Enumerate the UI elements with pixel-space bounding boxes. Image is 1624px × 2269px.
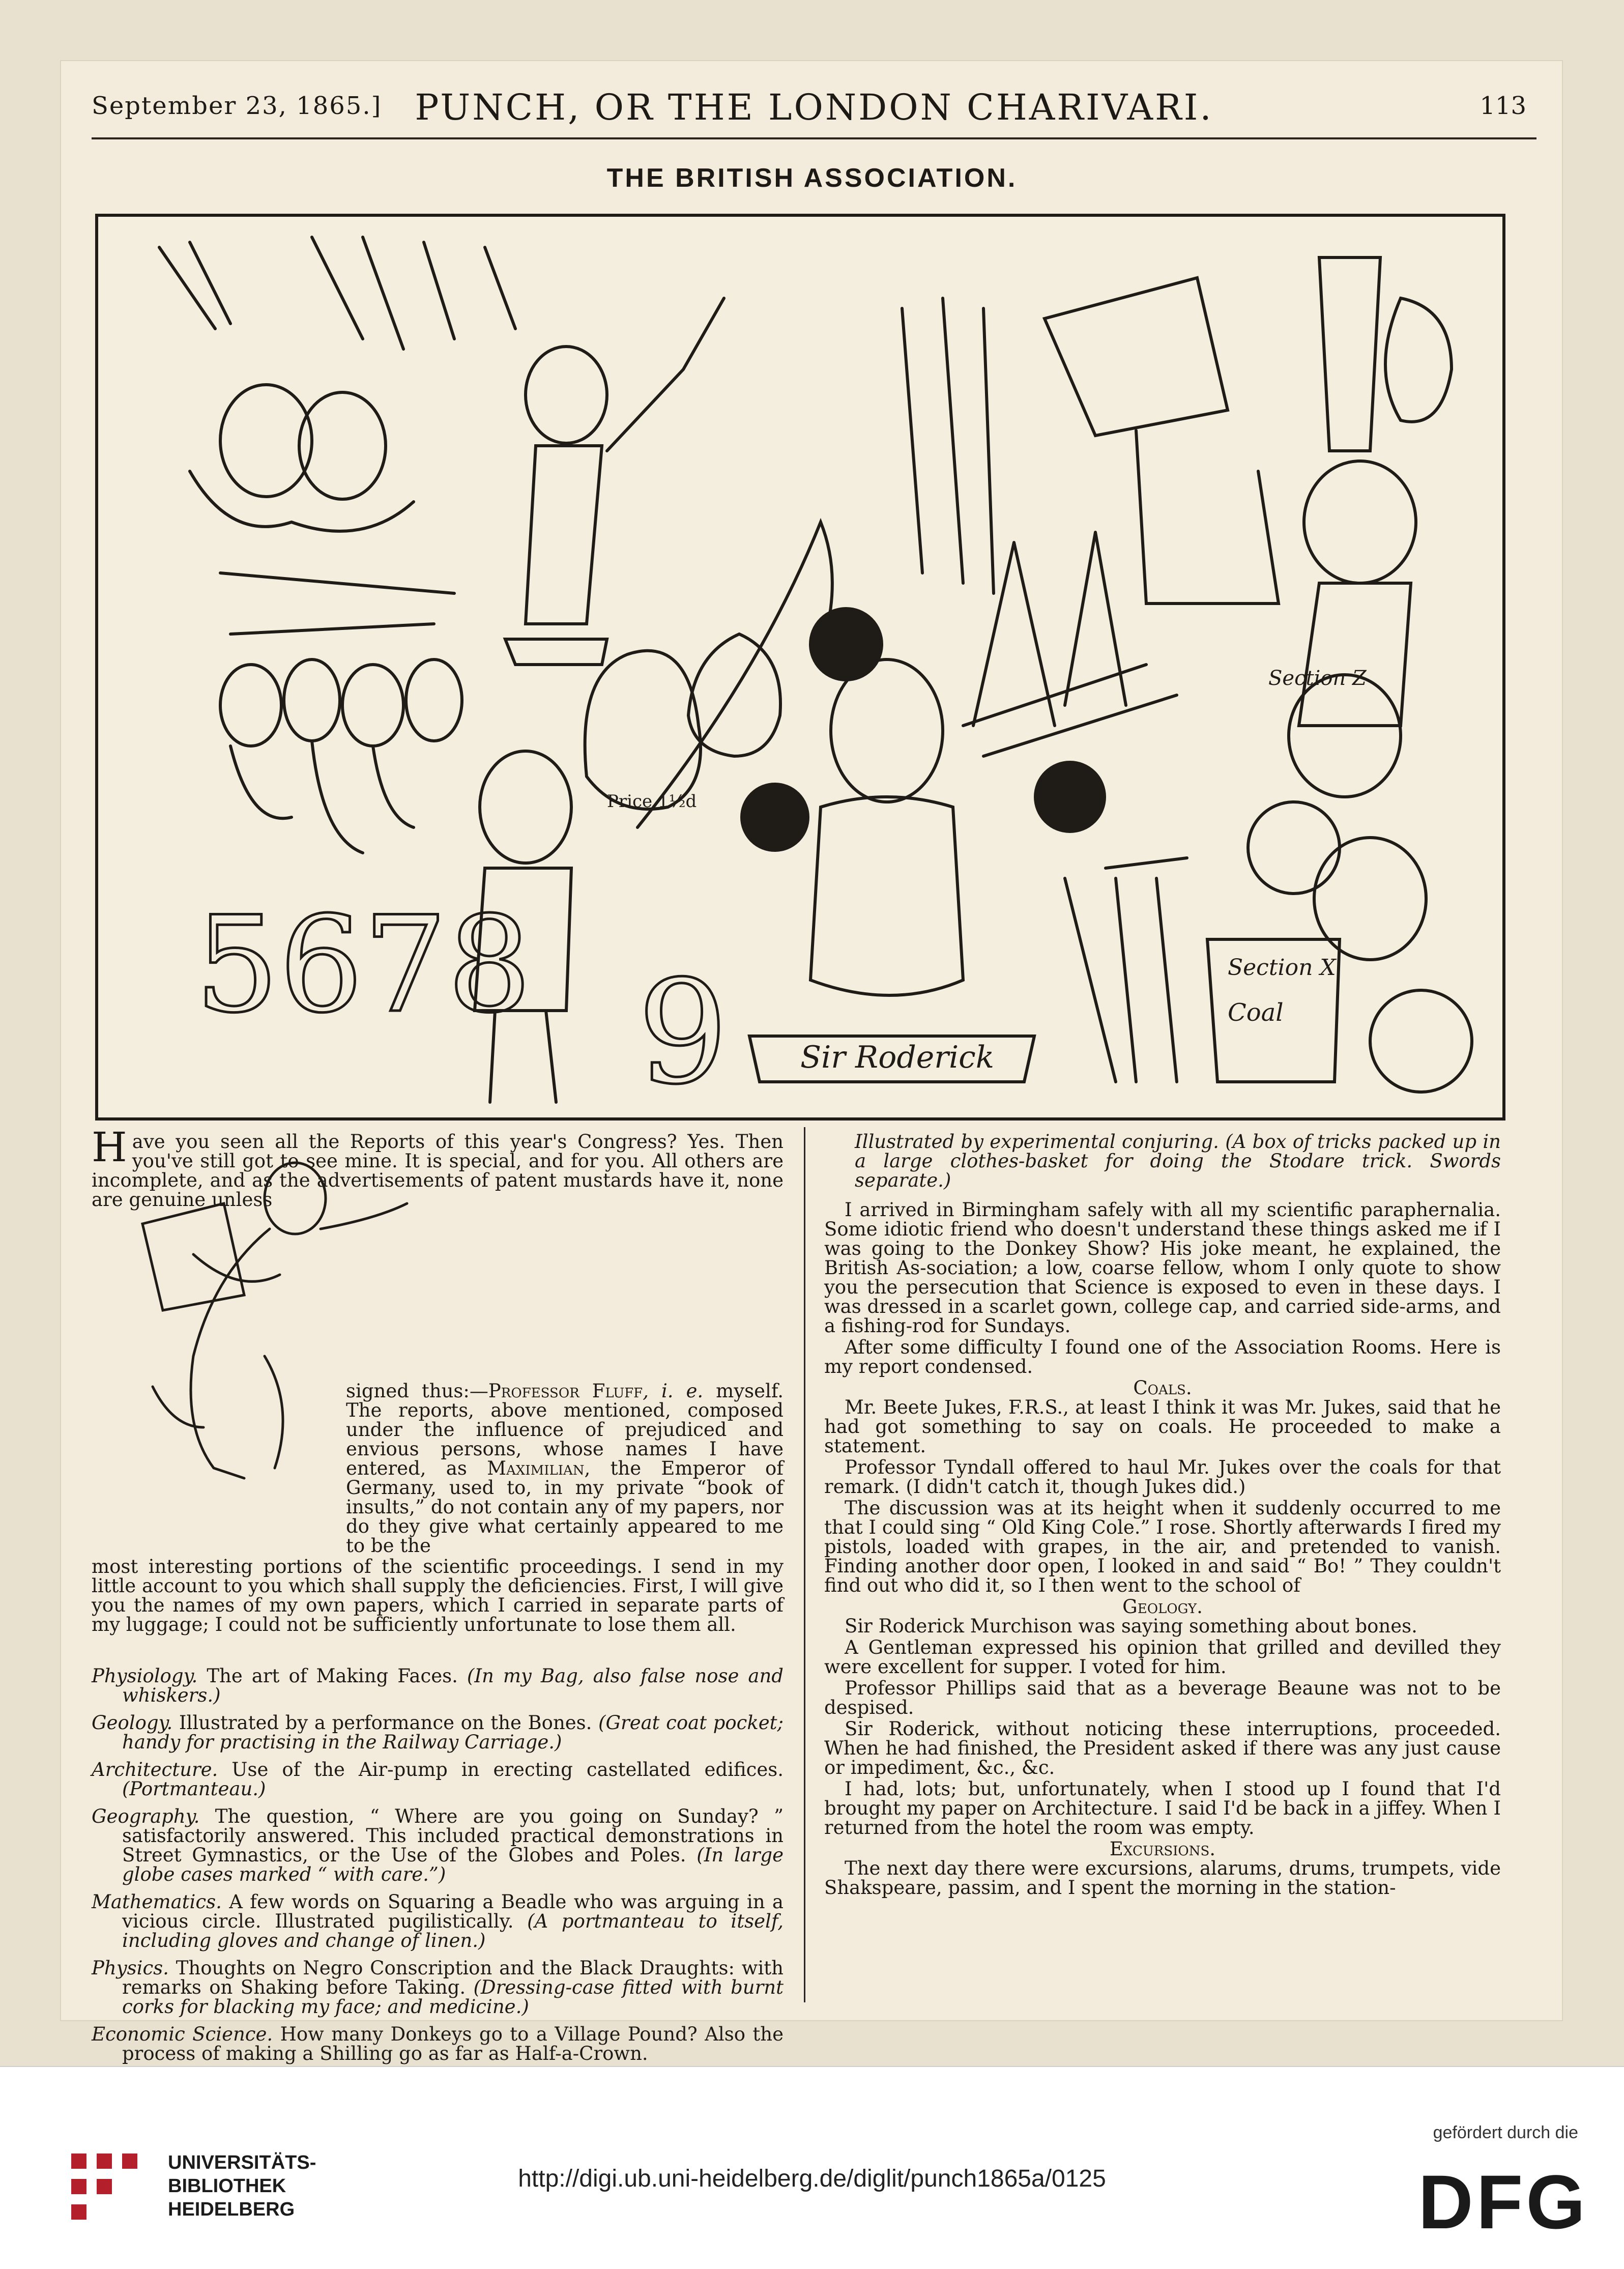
intro-block: [92, 1124, 784, 1667]
viewer-footer: [0, 2066, 1624, 2269]
numerals-5678: 5678: [195, 888, 532, 1042]
bottle-h: [585, 651, 701, 809]
label-sir-roderick: Sir Roderick: [800, 1040, 995, 1075]
hanging-knives: [902, 298, 994, 593]
black-ball-2: [742, 784, 808, 850]
section-heading-geology: Geology.: [1122, 1596, 1203, 1618]
article-right-column: [824, 1132, 1501, 1900]
papers-list: [92, 1667, 784, 2063]
raised-arm: [607, 298, 724, 451]
paragraph-lots: I had, lots; but, unfortunately, when I stood up I found that I'd brought my paper on Architecture. I said I'd be back in a jiffey. When I returned from the hotel the room was empty.: [824, 1778, 1501, 1839]
black-ball-1: [810, 609, 882, 680]
permalink-url[interactable]: http://digi.ub.uni-heidelberg.de/diglit/punch1865a/0125: [518, 2165, 1106, 2192]
old-man-head-top: [1304, 461, 1416, 583]
mice-group: [220, 659, 462, 853]
paper-entry: Mathematics. A few words on Squaring a Beadle who was arguing in a vicious circle. Illustrated pugilistically. (A portmanteau to itself, including gloves and change of linen.): [92, 1891, 784, 1951]
paper-entry: Geology. Illustrated by a performance on the Bones. (Great coat pocket; handy for practising in the Railway Carriage.): [92, 1712, 784, 1753]
paper-entry: Physics. Thoughts on Negro Conscription and the Black Draughts: with remarks on Shaking before Taking. (Dressing-case fitted with burnt corks for blacking my face; and medicine.): [92, 1957, 784, 2018]
sponsor-text: gefördert durch die: [1433, 2123, 1578, 2142]
black-ball-3: [1035, 762, 1105, 831]
header-date: September 23, 1865.]: [92, 92, 382, 120]
label-coal: Coal: [1228, 998, 1284, 1027]
paragraph-jukes: Mr. Beete Jukes, F.R.S., at least I think it was Mr. Jukes, said that he had got something to say on coals. He proceeded to make a statement.: [824, 1396, 1501, 1457]
paper-entry: Architecture. Use of the Air-pump in erecting castellated edifices. (Portmanteau.): [92, 1759, 784, 1800]
paragraph-gentleman: A Gentleman expressed his opinion that grilled and devilled they were excellent for supper. I voted for him.: [824, 1636, 1501, 1678]
figure-bearded-body: [505, 446, 607, 665]
standing-figure-head: [480, 751, 571, 863]
machine-apparatus: [1045, 257, 1380, 604]
drop-cap-h: H: [92, 1124, 127, 1171]
section-heading-coals: Coals.: [1133, 1377, 1192, 1399]
label-price: Price 1½d: [607, 791, 697, 812]
article-left-column: [92, 1124, 784, 2072]
paper-entry: Economic Science. How many Donkeys go to a Village Pound? Also the process of making a Shilling go as far as Half-a-Crown.: [92, 2023, 784, 2064]
paragraph-roderick: Sir Roderick, without noticing these interruptions, proceeded. When he had finished, the President asked if there was any just cause or impediment, &c., &c.: [824, 1718, 1501, 1778]
hammers-and-tools: [1065, 858, 1187, 1082]
header-title: PUNCH, OR THE LONDON CHARIVARI.: [415, 87, 1213, 128]
seated-figure-head: [831, 659, 943, 802]
net-balloon: [1385, 298, 1452, 422]
intro-continuation: signed thus:—Professor Fluff, i. e. myself. The reports, above mentioned, composed under the influence of prejudiced and envious persons, whose names I have entered, as Maximilian, the Emperor of Germany, used to, in my private “book of insults,” do not contain any of my papers, nor do they give what certainly appeared to me to be the: [346, 1380, 784, 1557]
paragraph-after: After some difficulty I found one of the Association Rooms. Here is my report condensed.: [824, 1336, 1501, 1377]
library-name: UNIVERSITÄTS- BIBLIOTHEK HEIDELBERG: [168, 2152, 316, 2220]
numeral-9: 9: [637, 950, 729, 1116]
curved-rope: [637, 522, 832, 827]
paragraph-phillips: Professor Phillips said that as a beverage Beaune was not to be despised.: [824, 1677, 1501, 1718]
paragraph-tyndall: Professor Tyndall offered to haul Mr. Jukes over the coals for that remark. (I didn't catch it, though Jukes did.): [824, 1456, 1501, 1498]
cartoon-title: THE BRITISH ASSOCIATION.: [606, 163, 1018, 193]
cartoon-drawing: [98, 217, 1502, 1117]
label-section-x: Section X: [1228, 955, 1336, 981]
section-heading-excursions: Excursions.: [1109, 1838, 1216, 1860]
label-section-z: Section Z: [1268, 667, 1367, 690]
column-divider: [804, 1127, 805, 2002]
running-header: [92, 81, 1536, 139]
tangled-bodies: [190, 471, 454, 634]
paper-entry: Physiology. The art of Making Faces. (In my Bag, also false nose and whiskers.): [92, 1665, 784, 1706]
bearded-man-head: [1314, 838, 1426, 960]
conjuring-note: Illustrated by experimental conjuring. (A box of tricks packed up in a large clothes-basket for doing the Stodare trick. Swords separate.): [855, 1131, 1501, 1191]
globe-mid: [1248, 802, 1340, 894]
paragraph-murchison: Sir Roderick Murchison was saying something about bones.: [845, 1615, 1417, 1637]
paragraph-next-day: The next day there were excursions, alarums, drums, trumpets, vide Shakspeare, passim, and I spent the morning in the station-: [824, 1857, 1501, 1899]
seated-figure-body: [810, 797, 963, 995]
page-number: 113: [1480, 92, 1526, 120]
figure-bearded-head: [526, 347, 607, 443]
paper-entry: Geography. The question, “ Where are you going on Sunday? ” satisfactorily answered. This included practical demonstrations in Street Gymnastics, or the Use of the Globes and Poles. (In large globe cases marked “ with care.”): [92, 1805, 784, 1885]
intro-full-width: most interesting portions of the scientific proceedings. I send in my little account to you which shall supply the deficiencies. First, I will give you the names of my own papers, which I carried in separate parts of my luggage; I could not be sufficiently unfortunate to lose them all.: [92, 1556, 784, 1635]
cartoon-illustration: [95, 214, 1505, 1121]
paragraph-birmingham: I arrived in Birmingham safely with all my scientific paraphernalia. Some idiotic friend who doesn't understand these things asked me if I was going to the Donkey Show? His joke meant, he explained, the British As-sociation; a low, coarse fellow, whom I only quote to show you the persecution that Science is exposed to even in these days. I was dressed in a scarlet gown, college cap, and carried side-arms, and a fishing-rod for Sundays.: [824, 1199, 1501, 1337]
old-man-head-mid: [1289, 675, 1401, 797]
paragraph-discussion: The discussion was at its height when it suddenly occurred to me that I could sing “ Old King Cole.” I rose. Shortly afterwards I fired my pistols, loaded with grapes, in the air, and pretended to vanish. Finding another door open, I looked in and said “ Bo! ” They couldn't find out who did it, so I then went to the school of: [824, 1497, 1501, 1596]
intro-text: Have you seen all the Reports of this year's Congress? Yes. Then you've still got to see mine. It is special, and for you. All others are incomplete, and as the advertisements of patent mustards have it, none are genuine unless: [92, 1124, 784, 1211]
dfg-logo: DFG: [1418, 2159, 1588, 2245]
globe-right: [1370, 990, 1472, 1092]
tools-top-left: [159, 237, 515, 349]
